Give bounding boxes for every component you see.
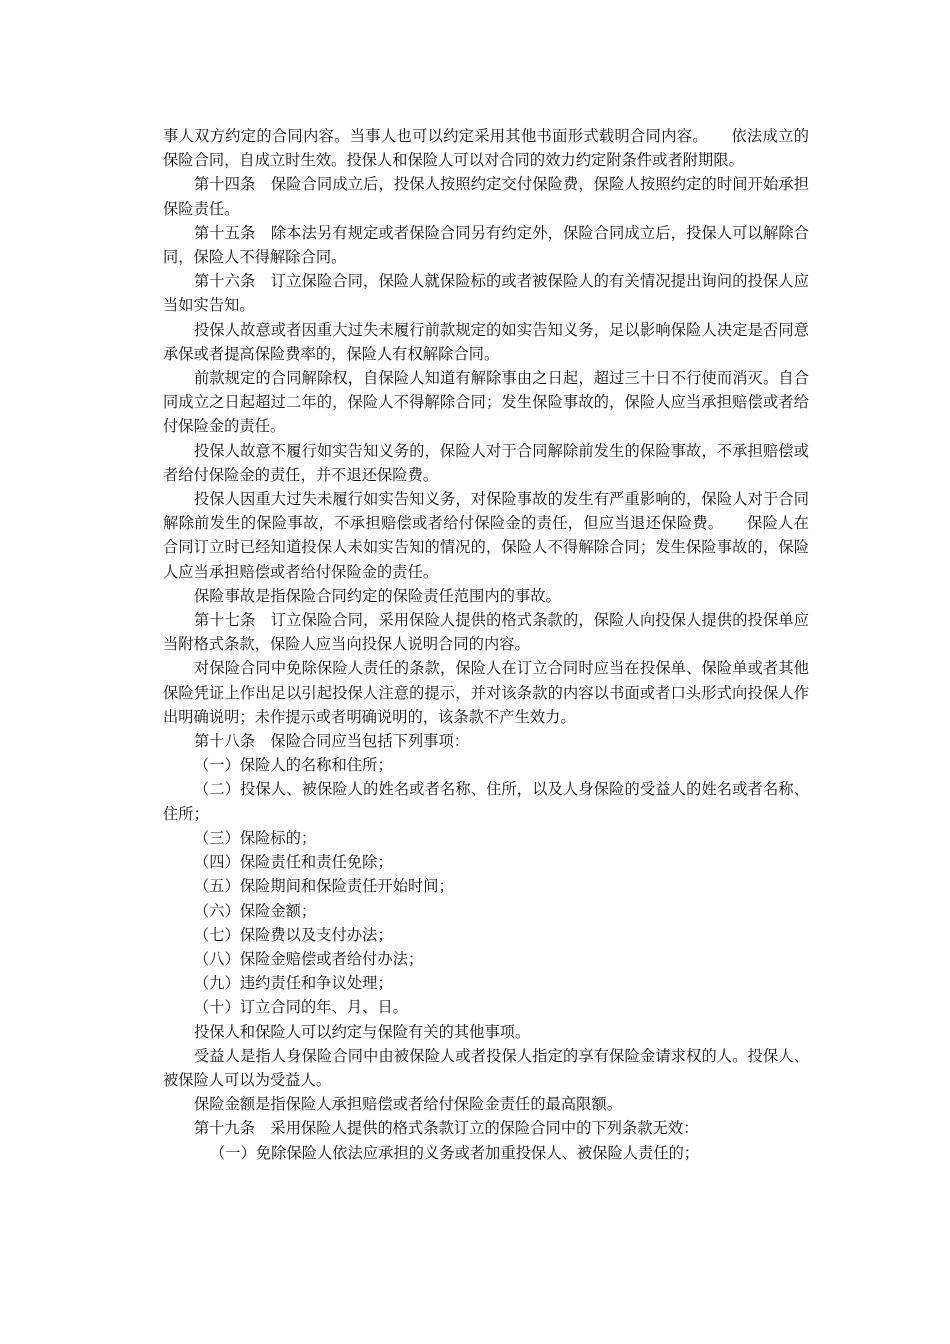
paragraph-24: 受益人是指人身保险合同中由被保险人或者投保人指定的享有保险金请求权的人。投保人、被保险人可以为受益人。: [163, 1046, 809, 1089]
list-item: （五）保险期间和保险责任开始时间；: [194, 877, 454, 896]
paragraph-9: 保险事故是指保险合同约定的保险责任范围内的事故。: [194, 586, 561, 605]
paragraph-11: 对保险合同中免除保险人责任的条款，保险人在订立合同时应当在投保单、保险单或者其他保险凭证上作出足以引起投保人注意的提示，并对该条款的内容以书面或者口头形式向投保人作出明确说明；未作提示或者明确说明的，该条款不产生效力。: [163, 659, 809, 726]
paragraph-article-16: 第十六条 订立保险合同，保险人就保险标的或者被保险人的有关情况提出询问的投保人应当如实告知。: [163, 272, 809, 315]
paragraph-article-19: 第十九条 采用保险人提供的格式条款订立的保险合同中的下列条款无效：: [194, 1119, 699, 1138]
paragraph-23: 投保人和保险人可以约定与保险有关的其他事项。: [194, 1022, 531, 1041]
paragraph-6: 前款规定的合同解除权，自保险人知道有解除事由之日起，超过三十日不行使而消灭。自合同成立之日起超过二年的，保险人不得解除合同；发生保险事故的，保险人应当承担赔偿或者给付保险金的责任。: [163, 369, 809, 436]
paragraph-5: 投保人故意或者因重大过失未履行前款规定的如实告知义务，足以影响保险人决定是否同意承保或者提高保险费率的，保险人有权解除合同。: [163, 320, 809, 363]
paragraph-article-14: 第十四条 保险合同成立后，投保人按照约定交付保险费，保险人按照约定的时间开始承担保险责任。: [163, 175, 809, 218]
list-item: （四）保险责任和责任免除；: [194, 853, 393, 872]
list-item: （六）保险金额；: [194, 901, 317, 920]
list-item: （七）保险费以及支付办法；: [194, 925, 393, 944]
paragraph-1: 事人双方约定的合同内容。当事人也可以约定采用其他书面形式载明合同内容。 依法成立的保险合同，自成立时生效。投保人和保险人可以对合同的效力约定附条件或者附期限。: [163, 127, 809, 170]
list-item: （九）违约责任和争议处理；: [194, 974, 393, 993]
list-item: （二）投保人、被保险人的姓名或者名称、住所，以及人身保险的受益人的姓名或者名称、住所；: [163, 780, 809, 823]
paragraph-article-15: 第十五条 除本法另有规定或者保险合同另有约定外，保险合同成立后，投保人可以解除合同，保险人不得解除合同。: [163, 223, 809, 267]
paragraph-article-18: 第十八条 保险合同应当包括下列事项：: [194, 732, 470, 751]
paragraph-article-17: 第十七条 订立保险合同，采用保险人提供的格式条款的，保险人向投保人提供的投保单应当附格式条款，保险人应当向投保人说明合同的内容。: [163, 611, 809, 654]
paragraph-8: 投保人因重大过失未履行如实告知义务，对保险事故的发生有严重影响的，保险人对于合同解除前发生的保险事故，不承担赔偿或者给付保险金的责任，但应当退还保险费。 保险人在合同订立时已经知道投保人未如实告知的情况的，保险人不得解除合同；发生保险事故的，保险人应当承担赔偿或者给付保险金的责任。: [163, 490, 809, 581]
list-item: （十）订立合同的年、月、日。: [194, 998, 409, 1017]
paragraph-7: 投保人故意不履行如实告知义务的，保险人对于合同解除前发生的保险事故，不承担赔偿或者给付保险金的责任，并不退还保险费。: [163, 441, 809, 484]
list-item: （一）保险人的名称和住所；: [194, 756, 393, 775]
list-item: （三）保险标的；: [194, 828, 317, 847]
list-item: （一）免除保险人依法应承担的义务或者加重投保人、被保险人责任的；: [210, 1143, 700, 1162]
paragraph-25: 保险金额是指保险人承担赔偿或者给付保险金责任的最高限额。: [194, 1095, 623, 1114]
list-item: （八）保险金赔偿或者给付办法；: [194, 949, 424, 968]
document-page: [163, 124, 809, 1165]
